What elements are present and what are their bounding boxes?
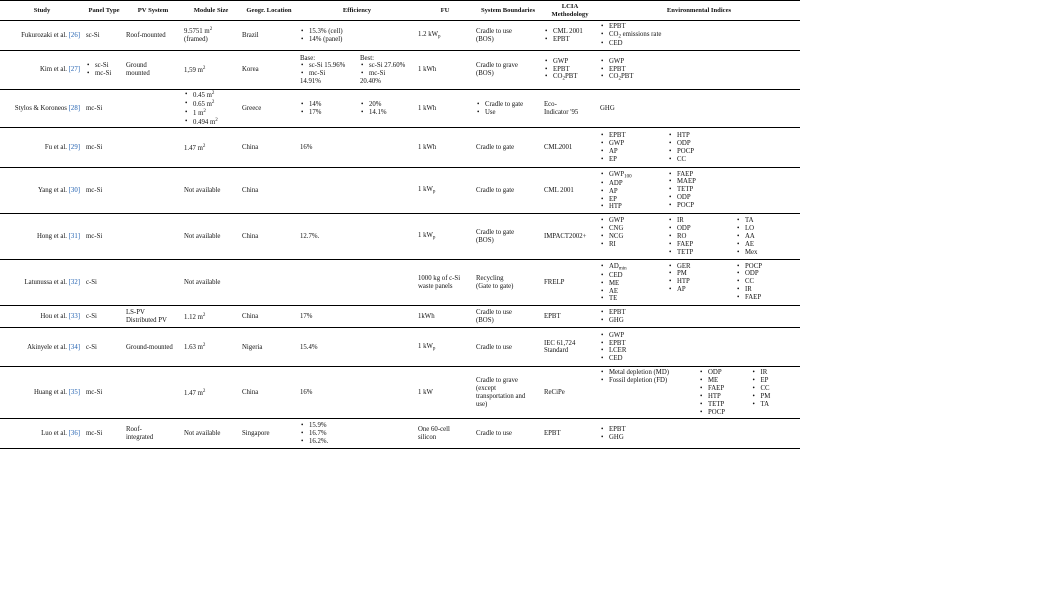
list-item: • 1 $m^2$ xyxy=(193,109,238,118)
citation-link[interactable]: [34] xyxy=(68,343,80,351)
header-location: Geogr. Location xyxy=(240,1,298,21)
boundaries-cell: Cradle to use (BOS) xyxy=(474,306,542,328)
list-item: • Cradle to gate xyxy=(485,101,540,109)
list-item: • PM xyxy=(761,393,799,401)
panel-type-cell: mc-Si xyxy=(84,90,124,128)
location-cell: Greece xyxy=(240,90,298,128)
citation-link[interactable]: [32] xyxy=(68,279,80,286)
list-item: • Mex xyxy=(745,249,798,257)
list-item: • $CO_2PBT$ xyxy=(553,73,596,82)
location-cell: China xyxy=(240,306,298,328)
list-item: • RI xyxy=(609,241,662,249)
env-cell xyxy=(598,306,800,328)
header-study: Study xyxy=(0,1,84,21)
lcia-cell: Eco- Indicator '95 xyxy=(542,90,598,128)
list-item: • ODP xyxy=(745,270,798,278)
list-item: • AP xyxy=(609,188,662,196)
env-cell xyxy=(598,419,800,449)
location-cell: China xyxy=(240,128,298,168)
list-item: • FAEP xyxy=(677,241,730,249)
list-item: • CML 2001 xyxy=(553,28,596,36)
list-item: • ME xyxy=(609,280,662,288)
env-cell xyxy=(598,21,800,51)
list-item: • HTP xyxy=(677,132,730,140)
list-item: • ODP xyxy=(677,140,730,148)
list-item: • POCP xyxy=(677,148,730,156)
module-size-cell: 9.5751 $m^2$ (framed) xyxy=(182,21,240,51)
list-item: • $CO_2$ emissions rate xyxy=(609,31,798,40)
boundaries-cell: Cradle to gate xyxy=(474,168,542,214)
efficiency-cell: 15.4% xyxy=(298,328,416,367)
module-size-cell: 1.47 $m^2$ xyxy=(182,128,240,168)
location-cell: Singapore xyxy=(240,419,298,449)
list-item: • 16.7% xyxy=(309,430,414,438)
table-row xyxy=(0,128,800,168)
table-row xyxy=(0,90,800,128)
list-item: • GWP xyxy=(609,140,662,148)
efficiency-cell xyxy=(298,168,416,214)
list-item: • AP xyxy=(677,286,730,294)
module-size-cell xyxy=(182,90,240,128)
header-env: Environmental Indices xyxy=(598,1,800,21)
lcia-cell: FRELP xyxy=(542,260,598,306)
list-item: • IR xyxy=(745,286,798,294)
panel-type-cell: mc-Si xyxy=(84,168,124,214)
list-item: • 20% xyxy=(369,101,414,109)
citation-link[interactable]: [26] xyxy=(68,31,80,39)
header-module-size: Module Size xyxy=(182,1,240,21)
fu-cell: 1 kWh xyxy=(416,90,474,128)
location-cell: Korea xyxy=(240,51,298,90)
list-item: • sc-Si 15.96% xyxy=(309,62,354,70)
citation-link[interactable]: [29] xyxy=(68,144,80,151)
list-item: • EPBT xyxy=(609,66,798,74)
study-cell: Fu et al. [29] xyxy=(0,128,84,168)
lcia-cell: IEC 61,724 Standard xyxy=(542,328,598,367)
list-item: • mc-Si xyxy=(309,70,354,78)
fu-cell: 1 kWh xyxy=(416,128,474,168)
location-cell: China xyxy=(240,168,298,214)
fu-cell: One 60-cell silicon xyxy=(416,419,474,449)
list-item: • LO xyxy=(745,225,798,233)
list-item: • HTP xyxy=(677,278,730,286)
lcia-cell: CML2001 xyxy=(542,128,598,168)
table-row xyxy=(0,419,800,449)
lcia-cell: CML 2001 xyxy=(542,168,598,214)
list-item: • $GWP_{100}$ xyxy=(609,171,662,180)
citation-link[interactable]: [30] xyxy=(68,187,80,194)
pv-system-cell xyxy=(124,260,182,306)
list-item: • LCER xyxy=(609,347,798,355)
list-item: • RO xyxy=(677,233,730,241)
module-size-cell: Not available xyxy=(182,168,240,214)
list-item: • 0.65 $m^2$ xyxy=(193,100,238,109)
module-size-cell: 1,59 $m^2$ xyxy=(182,51,240,90)
env-cell xyxy=(598,168,800,214)
pv-system-cell xyxy=(124,128,182,168)
list-item: • AP xyxy=(609,148,662,156)
panel-type-cell: c-Si xyxy=(84,306,124,328)
list-item: • CED xyxy=(609,272,662,280)
efficiency-cell: 16% xyxy=(298,128,416,168)
table-row xyxy=(0,168,800,214)
panel-type-cell: mc-Si xyxy=(84,214,124,260)
header-fu: FU xyxy=(416,1,474,21)
list-item: • CNG xyxy=(609,225,662,233)
env-cell xyxy=(598,214,800,260)
list-item: • POCP xyxy=(708,409,746,417)
list-item: • HTP xyxy=(708,393,746,401)
fu-cell: 1.2 $kW_p$ xyxy=(416,21,474,51)
table-row xyxy=(0,51,800,90)
study-cell: Kim et al. [27] xyxy=(0,51,84,90)
panel-type-cell: mc-Si xyxy=(84,367,124,419)
env-cell: GHG xyxy=(598,90,800,128)
boundaries-cell: Cradle to grave (except transportation and use) xyxy=(474,367,542,419)
list-item: • PM xyxy=(677,270,730,278)
efficiency-cell xyxy=(298,260,416,306)
lcia-cell xyxy=(542,51,598,90)
fu-cell: 1 $kW_p$ xyxy=(416,214,474,260)
list-item: • GHG xyxy=(609,317,798,325)
header-panel-type: Panel Type xyxy=(84,1,124,21)
list-item: • Fossil depletion (FD) xyxy=(609,377,693,385)
panel-type-cell: sc-Si xyxy=(84,21,124,51)
list-item: • 16.2%. xyxy=(309,438,414,446)
list-item: • GHG xyxy=(609,434,798,442)
header-row xyxy=(0,1,800,21)
list-item: • EPBT xyxy=(609,426,798,434)
module-size-cell: 1.47 $m^2$ xyxy=(182,367,240,419)
list-item: • GWP xyxy=(609,58,798,66)
list-item: • 15.9% xyxy=(309,422,414,430)
list-item: • ODP xyxy=(677,194,730,202)
fu-cell: 1 kW xyxy=(416,367,474,419)
boundaries-cell: Recycling (Gate to gate) xyxy=(474,260,542,306)
list-item: • Use xyxy=(485,109,540,117)
efficiency-cell: Base: • sc-Si 15.96% • mc-Si 14.91% Best: • sc-Si 27.60% • mc-Si 20.40% xyxy=(298,51,416,90)
list-item: • mc-Si xyxy=(95,70,122,78)
list-item: • GWP xyxy=(553,58,596,66)
panel-type-cell: c-Si xyxy=(84,328,124,367)
list-item: • POCP xyxy=(745,263,798,271)
list-item: • 0.494 $m^2$ xyxy=(193,118,238,127)
location-cell: Nigeria xyxy=(240,328,298,367)
list-item: • TETP xyxy=(677,249,730,257)
study-cell: Stylos & Koroneos [28] xyxy=(0,90,84,128)
study-cell: Hong et al. [31] xyxy=(0,214,84,260)
lcia-cell: ReCiPe xyxy=(542,367,598,419)
module-size-cell: 1.63 $m^2$ xyxy=(182,328,240,367)
boundaries-cell: Cradle to gate (BOS) xyxy=(474,214,542,260)
list-item: • TETP xyxy=(677,186,730,194)
list-item: • POCP xyxy=(677,202,730,210)
pv-system-cell: Roof-mounted xyxy=(124,21,182,51)
list-item: • CC xyxy=(745,278,798,286)
list-item: • ODP xyxy=(677,225,730,233)
module-size-cell: Not available xyxy=(182,419,240,449)
boundaries-cell: Cradle to gate xyxy=(474,128,542,168)
study-cell: Akinyele et al. [34] xyxy=(0,328,84,367)
env-cell xyxy=(598,328,800,367)
list-item: • EPBT xyxy=(609,309,798,317)
pv-system-cell xyxy=(124,90,182,128)
boundaries-cell: Cradle to use (BOS) xyxy=(474,21,542,51)
list-item: • AE xyxy=(745,241,798,249)
header-efficiency: Efficiency xyxy=(298,1,416,21)
env-cell xyxy=(598,51,800,90)
boundaries-cell: Cradle to use xyxy=(474,419,542,449)
boundaries-cell: Cradle to use xyxy=(474,328,542,367)
header-lcia: LCIA Methodology xyxy=(542,1,598,21)
list-item: • Metal depletion (MD) xyxy=(609,369,693,377)
list-item: • $CO_2PBT$ xyxy=(609,73,798,82)
efficiency-cell xyxy=(298,419,416,449)
list-item: • GER xyxy=(677,263,730,271)
table-row xyxy=(0,367,800,419)
list-item: • ADP xyxy=(609,180,662,188)
boundaries-cell xyxy=(474,90,542,128)
panel-type-cell: c-Si xyxy=(84,260,124,306)
list-item: • CED xyxy=(609,355,798,363)
list-item: • mc-Si xyxy=(369,70,414,78)
efficiency-cell: 12.7%. xyxy=(298,214,416,260)
study-cell: Yang et al. [30] xyxy=(0,168,84,214)
citation-link[interactable]: [28] xyxy=(68,104,80,112)
efficiency-cell xyxy=(298,21,416,51)
module-size-cell: Not available xyxy=(182,260,240,306)
list-item: • ODP xyxy=(708,369,746,377)
list-item: • 14% (panel) xyxy=(309,36,414,44)
citation-link[interactable]: [27] xyxy=(68,66,80,74)
study-cell: Fukurozaki et al. [26] xyxy=(0,21,84,51)
list-item: • AA xyxy=(745,233,798,241)
table-row xyxy=(0,328,800,367)
list-item: • 15.3% (cell) xyxy=(309,28,414,36)
list-item: • TE xyxy=(609,295,662,303)
table-row xyxy=(0,21,800,51)
study-cell: Huang et al. [35] xyxy=(0,367,84,419)
pv-system-cell: Ground mounted xyxy=(124,51,182,90)
pv-system-cell xyxy=(124,214,182,260)
lcia-cell: EPBT xyxy=(542,419,598,449)
efficiency-cell: 17% xyxy=(298,306,416,328)
list-item: • EP xyxy=(609,196,662,204)
study-cell: Luo et al. [36] xyxy=(0,419,84,449)
table-row xyxy=(0,306,800,328)
panel-type-cell: mc-Si xyxy=(84,128,124,168)
list-item: • GWP xyxy=(609,332,798,340)
fu-cell: 1000 kg of c-Si waste panels xyxy=(416,260,474,306)
module-size-cell: Not available xyxy=(182,214,240,260)
list-item: • IR xyxy=(677,217,730,225)
lcia-cell: IMPACT2002+ xyxy=(542,214,598,260)
fu-cell: 1kWh xyxy=(416,306,474,328)
fu-cell: 1 $kW_p$ xyxy=(416,168,474,214)
pv-system-cell: Ground-mounted xyxy=(124,328,182,367)
list-item: • EPBT xyxy=(609,132,662,140)
citation-link[interactable]: [33] xyxy=(68,313,80,320)
list-item: • sc-Si xyxy=(95,62,122,70)
header-pv-system: PV System xyxy=(124,1,182,21)
table-row xyxy=(0,214,800,260)
list-item: • EP xyxy=(761,377,799,385)
list-item: • GWP xyxy=(609,217,662,225)
list-item: • AE xyxy=(609,288,662,296)
list-item: • NCG xyxy=(609,233,662,241)
study-cell: Latunussa et al. [32] xyxy=(0,260,84,306)
list-item: • TETP xyxy=(708,401,746,409)
list-item: • EPBT xyxy=(553,66,596,74)
lcia-cell xyxy=(542,21,598,51)
list-item: • IR xyxy=(761,369,799,377)
location-cell: China xyxy=(240,214,298,260)
header-boundaries: System Boundaries xyxy=(474,1,542,21)
list-item: • EPBT xyxy=(609,340,798,348)
env-cell xyxy=(598,128,800,168)
pv-system-cell xyxy=(124,367,182,419)
list-item: • CED xyxy=(609,40,798,48)
pv-system-cell: Roof- integrated xyxy=(124,419,182,449)
pv-system-cell: LS-PV Distributed PV xyxy=(124,306,182,328)
efficiency-cell xyxy=(298,90,416,128)
panel-type-cell: mc-Si xyxy=(84,419,124,449)
list-item: • EPBT xyxy=(553,36,596,44)
lcia-cell: EPBT xyxy=(542,306,598,328)
citation-link[interactable]: [36] xyxy=(68,430,80,437)
fu-cell: 1 kWh xyxy=(416,51,474,90)
list-item: • 0.45 $m^2$ xyxy=(193,91,238,100)
list-item: • HTP xyxy=(609,203,662,211)
fu-cell: 1 $kW_p$ xyxy=(416,328,474,367)
module-size-cell: 1.12 $m^2$ xyxy=(182,306,240,328)
efficiency-cell: 16% xyxy=(298,367,416,419)
list-item: • FAEP xyxy=(745,294,798,302)
pv-system-cell xyxy=(124,168,182,214)
list-item: • 17% xyxy=(309,109,354,117)
list-item: • 14% xyxy=(309,101,354,109)
list-item: • sc-Si 27.60% xyxy=(369,62,414,70)
citation-link[interactable]: [31] xyxy=(68,233,80,240)
list-item: • EPBT xyxy=(609,23,798,31)
study-cell: Hou et al. [33] xyxy=(0,306,84,328)
location-cell xyxy=(240,260,298,306)
list-item: • TA xyxy=(761,401,799,409)
env-cell xyxy=(598,367,800,419)
panel-type-cell xyxy=(84,51,124,90)
list-item: • FAEP xyxy=(677,171,730,179)
boundaries-cell: Cradle to grave (BOS) xyxy=(474,51,542,90)
table-row xyxy=(0,260,800,306)
list-item: • TA xyxy=(745,217,798,225)
location-cell: China xyxy=(240,367,298,419)
env-cell xyxy=(598,260,800,306)
list-item: • 14.1% xyxy=(369,109,414,117)
list-item: • MAEP xyxy=(677,178,730,186)
location-cell: Brazil xyxy=(240,21,298,51)
citation-link[interactable]: [35] xyxy=(68,389,80,396)
list-item: • CC xyxy=(677,156,730,164)
list-item: • CC xyxy=(761,385,799,393)
list-item: • FAEP xyxy=(708,385,746,393)
list-item: • $AD_{min}$ xyxy=(609,263,662,272)
list-item: • ME xyxy=(708,377,746,385)
list-item: • EP xyxy=(609,156,662,164)
